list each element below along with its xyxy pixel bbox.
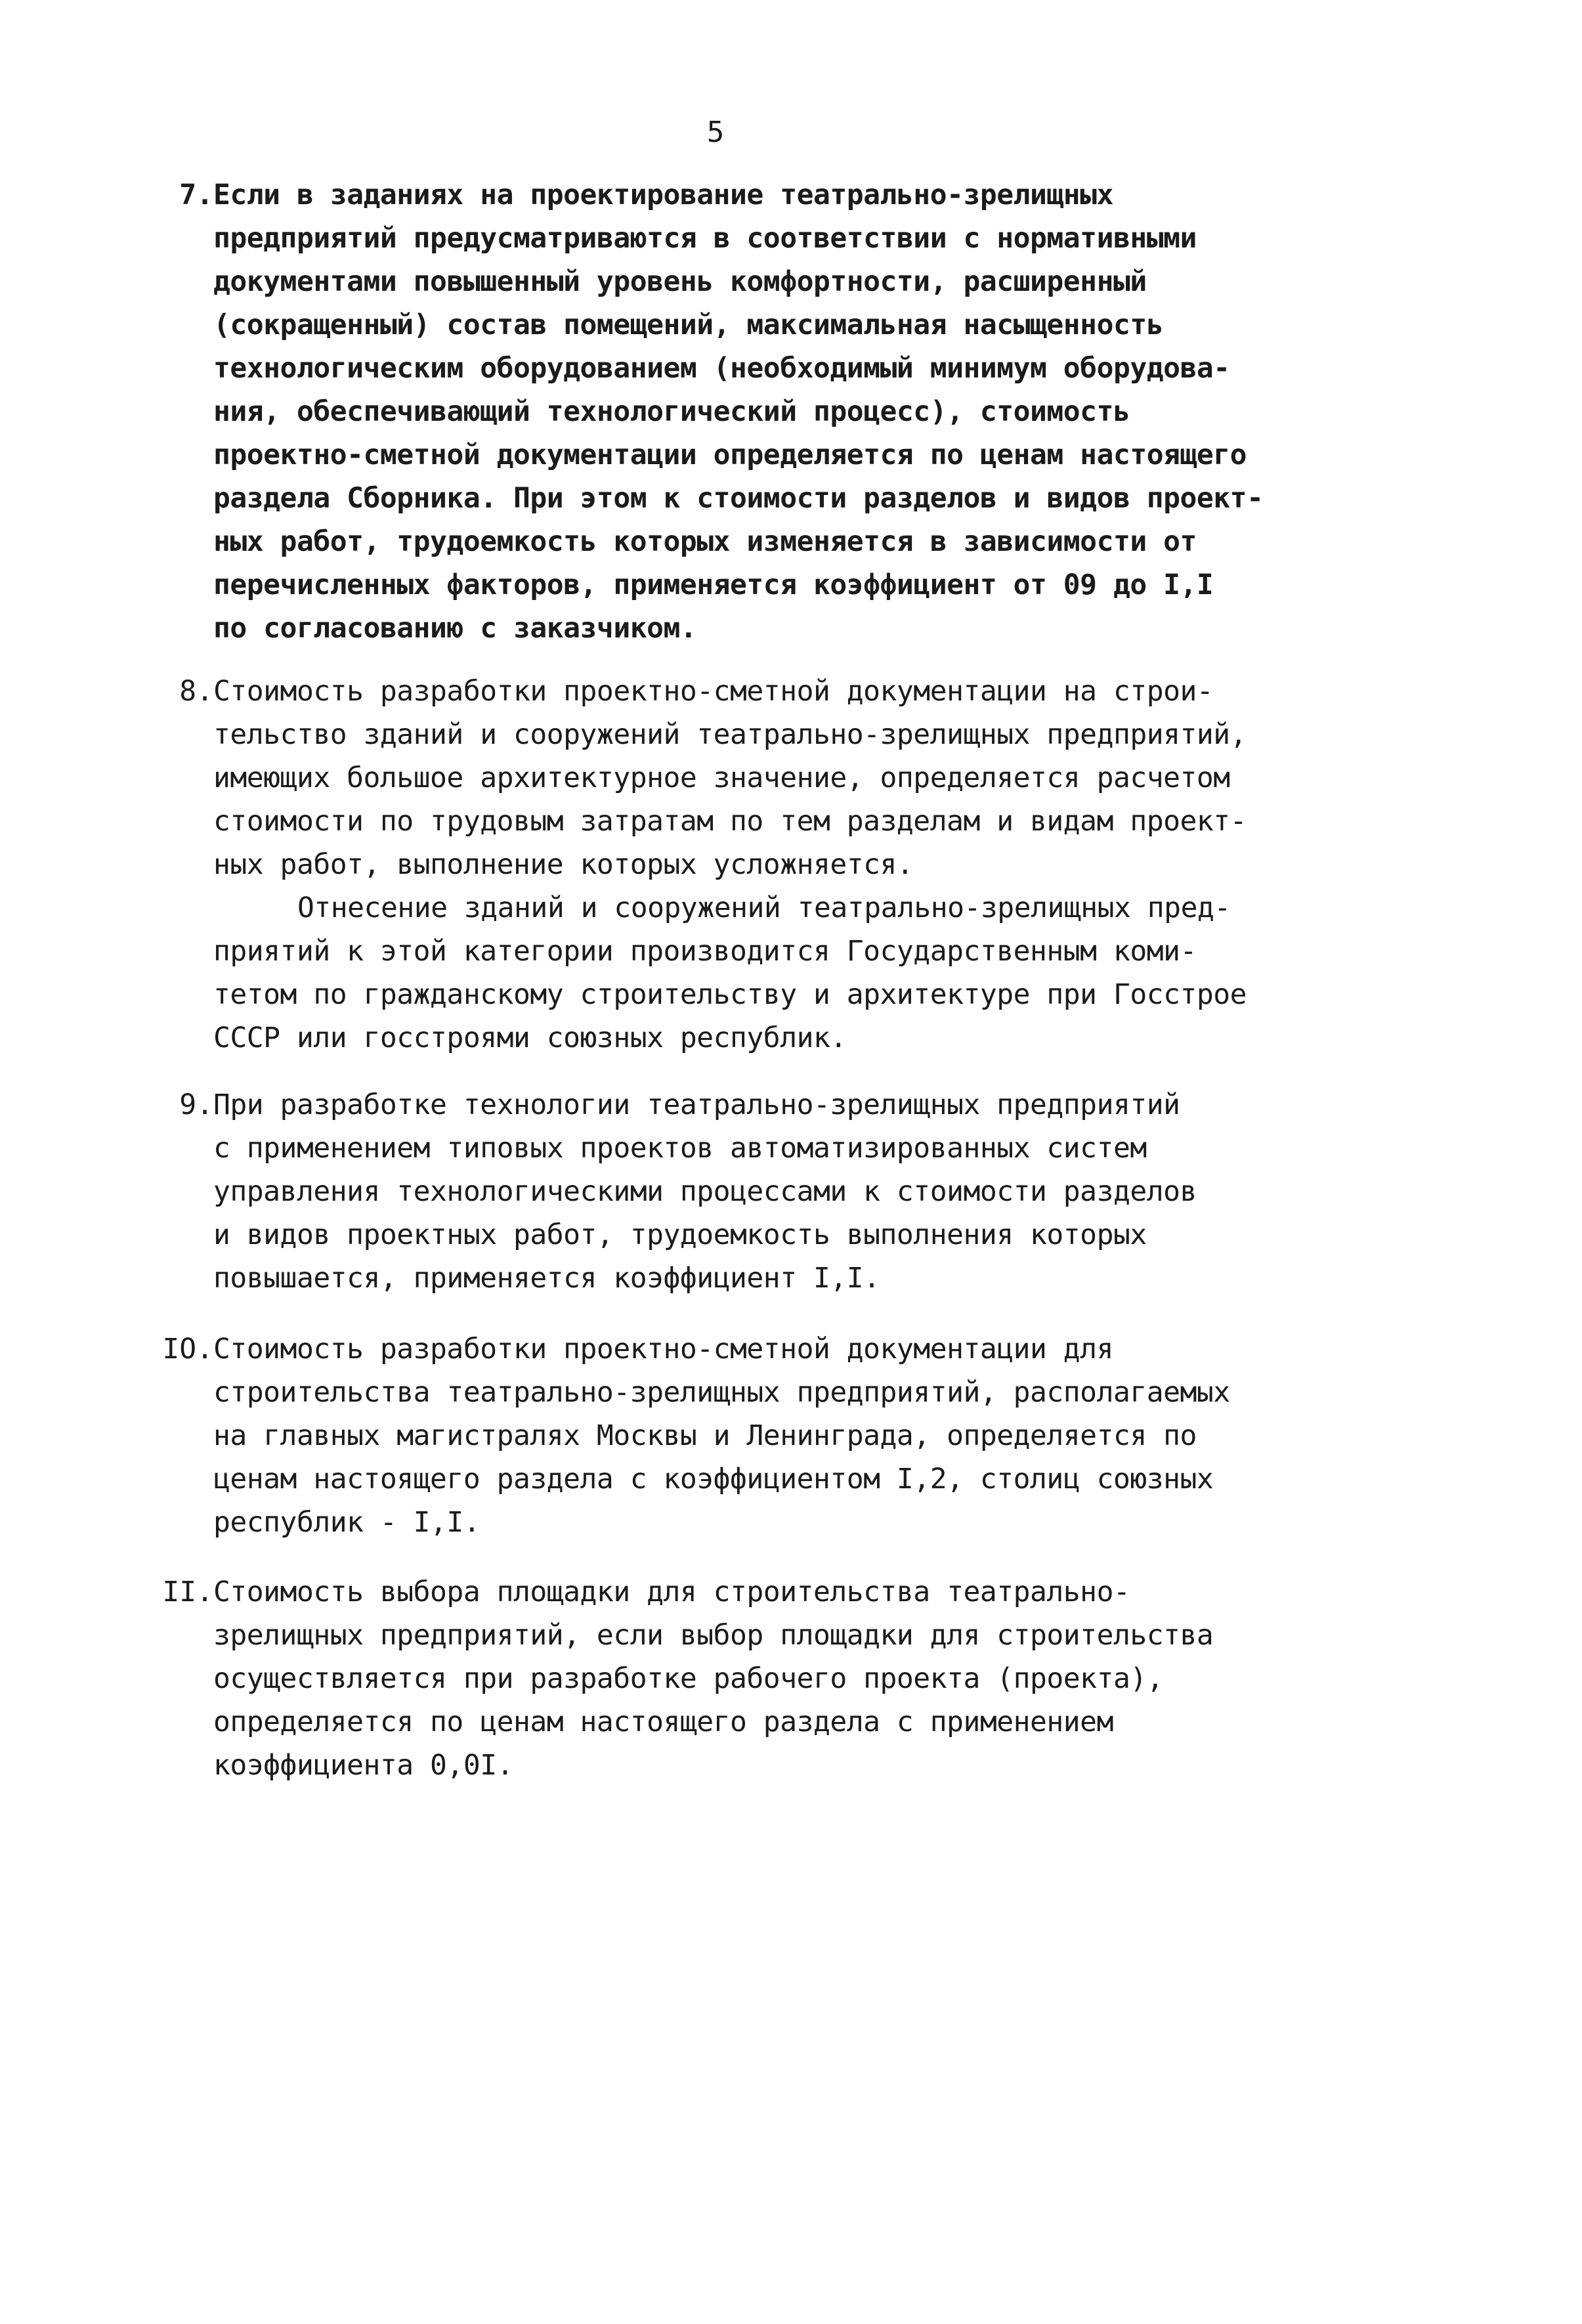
text-line: ния, обеспечивающий технологический процесс), стоимость (213, 395, 1130, 428)
text-line: ценам настоящего раздела с коэффициентом I,2, столиц союзных (213, 1463, 1214, 1496)
text-line: осуществляется при разработке рабочего проекта (проекта), (213, 1662, 1164, 1695)
text-line: тельство зданий и сооружений театрально-зрелищных предприятий, (213, 718, 1247, 751)
text-line: приятий к этой категории производится Государственным коми- (213, 935, 1197, 968)
text-line: повышается, применяется коэффициент I,I. (213, 1262, 880, 1295)
text-line: ных работ, выполнение которых усложняется. (213, 848, 914, 881)
item-number: II. (162, 1576, 213, 1608)
text-line: стоимости по трудовым затратам по тем разделам и видам проект- (213, 805, 1247, 838)
text-line: зрелищных предприятий, если выбор площадки для строительства (213, 1619, 1214, 1652)
text-line: Если в заданиях на проектирование театрально-зрелищных (213, 179, 1113, 211)
text-line: строительства театрально-зрелищных предприятий, располагаемых (213, 1376, 1230, 1409)
text-line: перечисленных факторов, применяется коэффициент от 09 до I,I (213, 569, 1214, 601)
text-line: с применением типовых проектов автоматизированных систем (213, 1132, 1147, 1165)
text-line: на главных магистралях Москвы и Ленинграда, определяется по (213, 1419, 1197, 1452)
item-number: IO. (162, 1333, 213, 1366)
text-line: (сокращенный) состав помещений, максимальная насыщенность (213, 309, 1164, 341)
text-line: по согласованию с заказчиком. (213, 612, 697, 645)
text-line: проектно-сметной документации определяется по ценам настоящего (213, 439, 1247, 471)
text-line: и видов проектных работ, трудоемкость выполнения которых (213, 1218, 1147, 1251)
text-line: тетом по гражданскому строительству и архитектуре при Госстрое (213, 978, 1247, 1011)
item-text (213, 1083, 1346, 1300)
item-number: 9. (179, 1088, 213, 1121)
text-line: ных работ, трудоемкость которых изменяется в зависимости от (213, 525, 1197, 558)
text-line: республик - I,I. (213, 1506, 481, 1539)
text-line: предприятий предусматриваются в соответствии с нормативными (213, 222, 1197, 255)
text-line: СССР или госстроями союзных республик. (213, 1022, 847, 1054)
text-line: Стоимость выбора площадки для строительства театрально- (213, 1576, 1130, 1608)
item-text (213, 670, 1346, 1060)
text-line: управления технологическими процессами к стоимости разделов (213, 1175, 1197, 1208)
text-line: Стоимость разработки проектно-сметной документации для (213, 1333, 1113, 1366)
text-line: Отнесение зданий и сооружений театрально-зрелищных пред- (297, 892, 1231, 924)
text-line: документами повышенный уровень комфортности, расширенный (213, 265, 1147, 298)
item-number: 8. (179, 675, 213, 708)
page-number: 5 (706, 116, 725, 149)
text-line: раздела Сборника. При этом к стоимости разделов и видов проект- (213, 482, 1264, 515)
item-text (213, 1327, 1346, 1544)
text-line: коэффициента 0,0I. (213, 1749, 513, 1782)
text-line: определяется по ценам настоящего раздела с применением (213, 1706, 1113, 1738)
item-text (213, 1570, 1346, 1787)
item-text (213, 173, 1346, 650)
text-line: технологическим оборудованием (необходимый минимум оборудова- (213, 352, 1230, 385)
text-line: При разработке технологии театрально-зрелищных предприятий (213, 1088, 1180, 1121)
text-line: Стоимость разработки проектно-сметной документации на строи- (213, 675, 1214, 708)
item-number: 7. (179, 179, 213, 211)
text-line: имеющих большое архитектурное значение, определяется расчетом (213, 762, 1230, 794)
